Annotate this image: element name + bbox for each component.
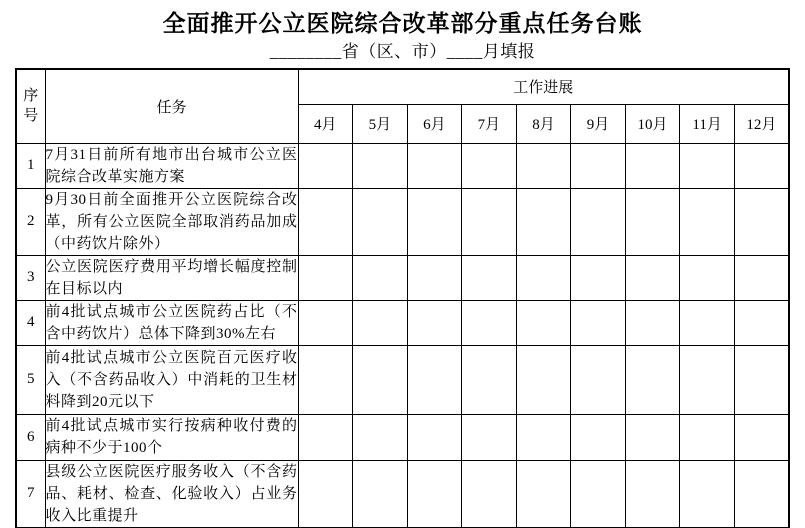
progress-cell[interactable] (407, 188, 462, 255)
progress-cell[interactable] (625, 414, 680, 460)
progress-cell[interactable] (353, 143, 408, 188)
progress-cell[interactable] (734, 345, 789, 414)
progress-cell[interactable] (353, 345, 408, 414)
progress-cell[interactable] (298, 345, 353, 414)
progress-cell[interactable] (298, 460, 353, 528)
progress-cell[interactable] (571, 143, 626, 188)
progress-cell[interactable] (407, 255, 462, 300)
progress-cell[interactable] (353, 414, 408, 460)
progress-cell[interactable] (680, 255, 735, 300)
progress-cell[interactable] (353, 188, 408, 255)
progress-cell[interactable] (407, 460, 462, 528)
task-cell: 公立医院医疗费用平均增长幅度控制在目标以内 (45, 255, 298, 300)
progress-cell[interactable] (734, 300, 789, 345)
progress-cell[interactable] (625, 188, 680, 255)
progress-cell[interactable] (298, 188, 353, 255)
task-cell: 前4批试点城市公立医院药占比（不含中药饮片）总体下降到30%左右 (45, 300, 298, 345)
progress-cell[interactable] (625, 460, 680, 528)
header-serial-number: 序号 (16, 69, 45, 143)
row-number: 7 (16, 460, 45, 528)
task-cell: 前4批试点城市公立医院百元医疗收入（不含药品收入）中消耗的卫生材料降到20元以下 (45, 345, 298, 414)
progress-cell[interactable] (462, 300, 517, 345)
page-subtitle: ________省（区、市）____月填报 (269, 42, 536, 61)
progress-cell[interactable] (571, 255, 626, 300)
task-ledger-table (15, 68, 790, 528)
progress-cell[interactable] (571, 300, 626, 345)
progress-cell[interactable] (734, 188, 789, 255)
progress-cell[interactable] (516, 414, 571, 460)
header-task: 任务 (45, 69, 298, 143)
progress-cell[interactable] (462, 414, 517, 460)
header-month-11: 11月 (680, 104, 735, 143)
progress-cell[interactable] (516, 188, 571, 255)
header-month-9: 9月 (571, 104, 626, 143)
progress-cell[interactable] (298, 143, 353, 188)
task-cell: 7月31日前所有地市出台城市公立医院综合改革实施方案 (45, 143, 298, 188)
progress-cell[interactable] (680, 143, 735, 188)
table-row-5 (16, 345, 789, 414)
progress-cell[interactable] (298, 300, 353, 345)
progress-cell[interactable] (734, 414, 789, 460)
progress-cell[interactable] (353, 460, 408, 528)
header-month-12: 12月 (734, 104, 789, 143)
progress-cell[interactable] (462, 255, 517, 300)
header-work-progress: 工作进展 (298, 69, 789, 104)
progress-cell[interactable] (734, 255, 789, 300)
progress-cell[interactable] (516, 143, 571, 188)
progress-cell[interactable] (625, 143, 680, 188)
row-number: 3 (16, 255, 45, 300)
task-cell: 前4批试点城市实行按病种收付费的病种不少于100个 (45, 414, 298, 460)
progress-cell[interactable] (734, 460, 789, 528)
row-number: 6 (16, 414, 45, 460)
header-month-7: 7月 (462, 104, 517, 143)
row-number: 4 (16, 300, 45, 345)
header-row-top (16, 69, 789, 104)
progress-cell[interactable] (625, 345, 680, 414)
progress-cell[interactable] (571, 345, 626, 414)
task-cell: 9月30日前全面推开公立医院综合改革，所有公立医院全部取消药品加成（中药饮片除外） (45, 188, 298, 255)
progress-cell[interactable] (734, 143, 789, 188)
progress-cell[interactable] (680, 300, 735, 345)
progress-cell[interactable] (407, 143, 462, 188)
progress-cell[interactable] (462, 143, 517, 188)
table-row-4 (16, 300, 789, 345)
progress-cell[interactable] (407, 345, 462, 414)
progress-cell[interactable] (625, 300, 680, 345)
progress-cell[interactable] (353, 300, 408, 345)
progress-cell[interactable] (462, 345, 517, 414)
table-row-7 (16, 460, 789, 528)
progress-cell[interactable] (516, 460, 571, 528)
progress-cell[interactable] (571, 188, 626, 255)
header-month-8: 8月 (516, 104, 571, 143)
progress-cell[interactable] (516, 255, 571, 300)
progress-cell[interactable] (680, 345, 735, 414)
progress-cell[interactable] (680, 188, 735, 255)
progress-cell[interactable] (462, 188, 517, 255)
table-row-3 (16, 255, 789, 300)
table-row-6 (16, 414, 789, 460)
progress-cell[interactable] (407, 300, 462, 345)
progress-cell[interactable] (407, 414, 462, 460)
table-row-1 (16, 143, 789, 188)
task-cell: 县级公立医院医疗服务收入（不含药品、耗材、检查、化验收入）占业务收入比重提升 (45, 460, 298, 528)
header-month-6: 6月 (407, 104, 462, 143)
progress-cell[interactable] (298, 414, 353, 460)
progress-cell[interactable] (516, 345, 571, 414)
table-row-2 (16, 188, 789, 255)
progress-cell[interactable] (571, 414, 626, 460)
row-number: 2 (16, 188, 45, 255)
row-number: 5 (16, 345, 45, 414)
progress-cell[interactable] (680, 460, 735, 528)
progress-cell[interactable] (353, 255, 408, 300)
progress-cell[interactable] (462, 460, 517, 528)
progress-cell[interactable] (625, 255, 680, 300)
header-month-4: 4月 (298, 104, 353, 143)
page-title: 全面推开公立医院综合改革部分重点任务台账 (162, 11, 643, 36)
row-number: 1 (16, 143, 45, 188)
progress-cell[interactable] (571, 460, 626, 528)
header-month-5: 5月 (353, 104, 408, 143)
progress-cell[interactable] (298, 255, 353, 300)
progress-cell[interactable] (680, 414, 735, 460)
progress-cell[interactable] (516, 300, 571, 345)
header-month-10: 10月 (625, 104, 680, 143)
